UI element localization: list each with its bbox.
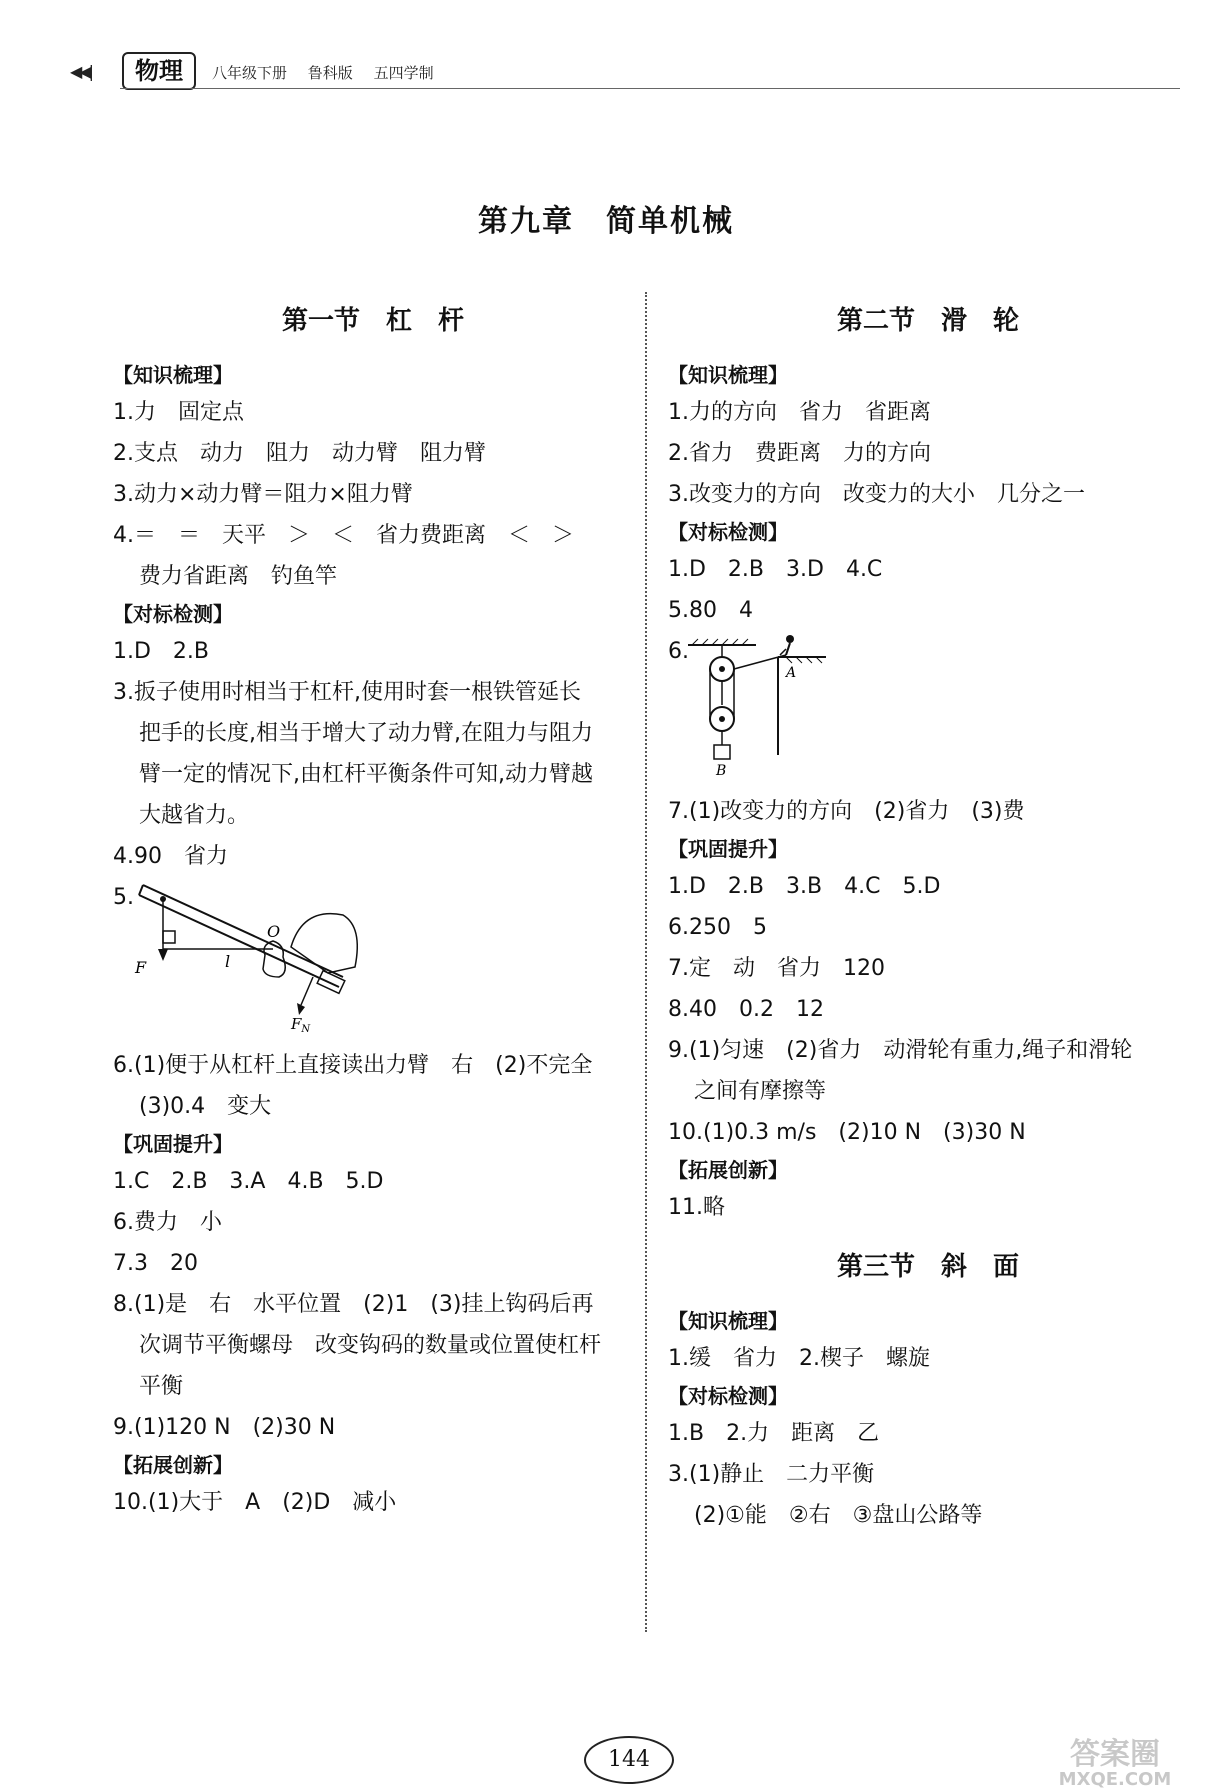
tag-knowledge: 【知识梳理】 [668, 363, 788, 387]
answer-line: 5.80 4 [668, 598, 753, 623]
right-column [668, 300, 1188, 1536]
answer-line: 1.B 2.力 距离 乙 [668, 1421, 880, 1446]
answer-line: 1.C 2.B 3.A 4.B 5.D [113, 1169, 384, 1194]
column-divider [645, 292, 647, 1632]
section-title-lever: 第一节 杠 杆 [281, 306, 464, 336]
lever-diagram [133, 877, 433, 1037]
answer-line: 3.扳子使用时相当于杠杆,使用时套一根铁管延长 [113, 680, 581, 705]
answer-line: 8.(1)是 右 水平位置 (2)1 (3)挂上钩码后再 [113, 1292, 594, 1317]
answer-line: 7.3 20 [113, 1251, 198, 1276]
label-A: A [786, 665, 797, 681]
answer-line: 4.90 省力 [113, 844, 228, 869]
tag-extend: 【拓展创新】 [113, 1453, 233, 1477]
answer-line: 把手的长度,相当于增大了动力臂,在阻力与阻力 [139, 721, 593, 746]
answer-line: 臂一定的情况下,由杠杆平衡条件可知,动力臂越 [139, 762, 593, 787]
answer-line: 1.力 固定点 [113, 400, 244, 425]
header-arrows-icon: ◀◀| [70, 62, 91, 81]
watermark [1030, 1737, 1200, 1790]
answer-line: 1.缓 省力 2.楔子 螺旋 [668, 1346, 930, 1371]
answer-line: 11.略 [668, 1195, 725, 1220]
pulley-diagram [686, 635, 856, 795]
answer-line: 1.D 2.B 3.B 4.C 5.D [668, 874, 941, 899]
label-FN [290, 1015, 311, 1035]
answer-line: 7.(1)改变力的方向 (2)省力 (3)费 [668, 799, 1025, 824]
tag-extend: 【拓展创新】 [668, 1158, 788, 1182]
answer-line: 平衡 [139, 1374, 184, 1399]
lever-figure [113, 877, 633, 1045]
answer-line: 6.(1)便于从杠杆上直接读出力臂 右 (2)不完全 [113, 1053, 593, 1078]
answer-line: 9.(1)120 N (2)30 N [113, 1415, 336, 1440]
answer-line: 7.定 动 省力 120 [668, 956, 885, 981]
answer-line: 3.(1)静止 二力平衡 [668, 1462, 875, 1487]
answer-line: 3.动力×动力臂＝阻力×阻力臂 [113, 482, 413, 507]
book-info [212, 62, 450, 83]
label-l: l [225, 952, 231, 971]
grade-label: 八年级下册 [212, 64, 288, 82]
edition-label: 鲁科版 [307, 64, 353, 82]
section-title-incline: 第三节 斜 面 [836, 1252, 1019, 1282]
tag-check: 【对标检测】 [668, 1384, 788, 1408]
answer-line: 1.力的方向 省力 省距离 [668, 400, 931, 425]
answer-line: 9.(1)匀速 (2)省力 动滑轮有重力,绳子和滑轮 [668, 1038, 1133, 1063]
answer-line: 1.D 2.B 3.D 4.C [668, 557, 883, 582]
answer-line: 6.250 5 [668, 915, 767, 940]
answer-line: 大越省力。 [139, 803, 250, 828]
left-column [113, 300, 633, 1523]
answer-line: 3.改变力的方向 改变力的大小 几分之一 [668, 482, 1085, 507]
answer-line: 次调节平衡螺母 改变钩码的数量或位置使杠杆 [139, 1333, 602, 1358]
page-header [70, 50, 1180, 90]
label-O: O [267, 922, 281, 941]
answer-line: 4.＝ ＝ 天平 ＞ ＜ 省力费距离 ＜ ＞ [113, 523, 574, 548]
watermark-main: 答案圈 [1070, 1737, 1160, 1772]
watermark-url: MXQE.COM [1058, 1769, 1172, 1790]
answer-line: (2)①能 ②右 ③盘山公路等 [694, 1503, 983, 1528]
answer-line: 10.(1)0.3 m/s (2)10 N (3)30 N [668, 1120, 1026, 1145]
label-FN-main: F [291, 1015, 302, 1033]
label-B: B [716, 763, 727, 779]
subject-badge: 物理 [122, 52, 196, 90]
tag-knowledge: 【知识梳理】 [668, 1309, 788, 1333]
answer-line: (3)0.4 变大 [139, 1094, 272, 1119]
answer-line: 2.省力 费距离 力的方向 [668, 441, 931, 466]
answer-line: 1.D 2.B [113, 639, 210, 664]
chapter-title: 第九章 简单机械 [478, 204, 734, 239]
tag-knowledge: 【知识梳理】 [113, 363, 233, 387]
system-label: 五四学制 [373, 64, 434, 82]
figure-number: 6. [668, 639, 689, 664]
answer-line: 2.支点 动力 阻力 动力臂 阻力臂 [113, 441, 486, 466]
answer-line: 6.费力 小 [113, 1210, 222, 1235]
figure-number: 5. [113, 885, 134, 910]
pulley-figure [668, 631, 1188, 791]
answer-line: 8.40 0.2 12 [668, 997, 824, 1022]
section-title-pulley: 第二节 滑 轮 [836, 306, 1019, 336]
answer-line: 10.(1)大于 A (2)D 减小 [113, 1490, 397, 1515]
answer-line: 之间有摩擦等 [694, 1079, 827, 1104]
tag-check: 【对标检测】 [113, 602, 233, 626]
page-number: 144 [584, 1736, 674, 1784]
tag-improve: 【巩固提升】 [113, 1132, 233, 1156]
tag-check: 【对标检测】 [668, 520, 788, 544]
tag-improve: 【巩固提升】 [668, 837, 788, 861]
answer-line: 费力省距离 钓鱼竿 [139, 564, 338, 589]
label-FN-sub: N [301, 1024, 311, 1035]
header-rule [120, 88, 1180, 89]
label-F: F [135, 958, 147, 977]
